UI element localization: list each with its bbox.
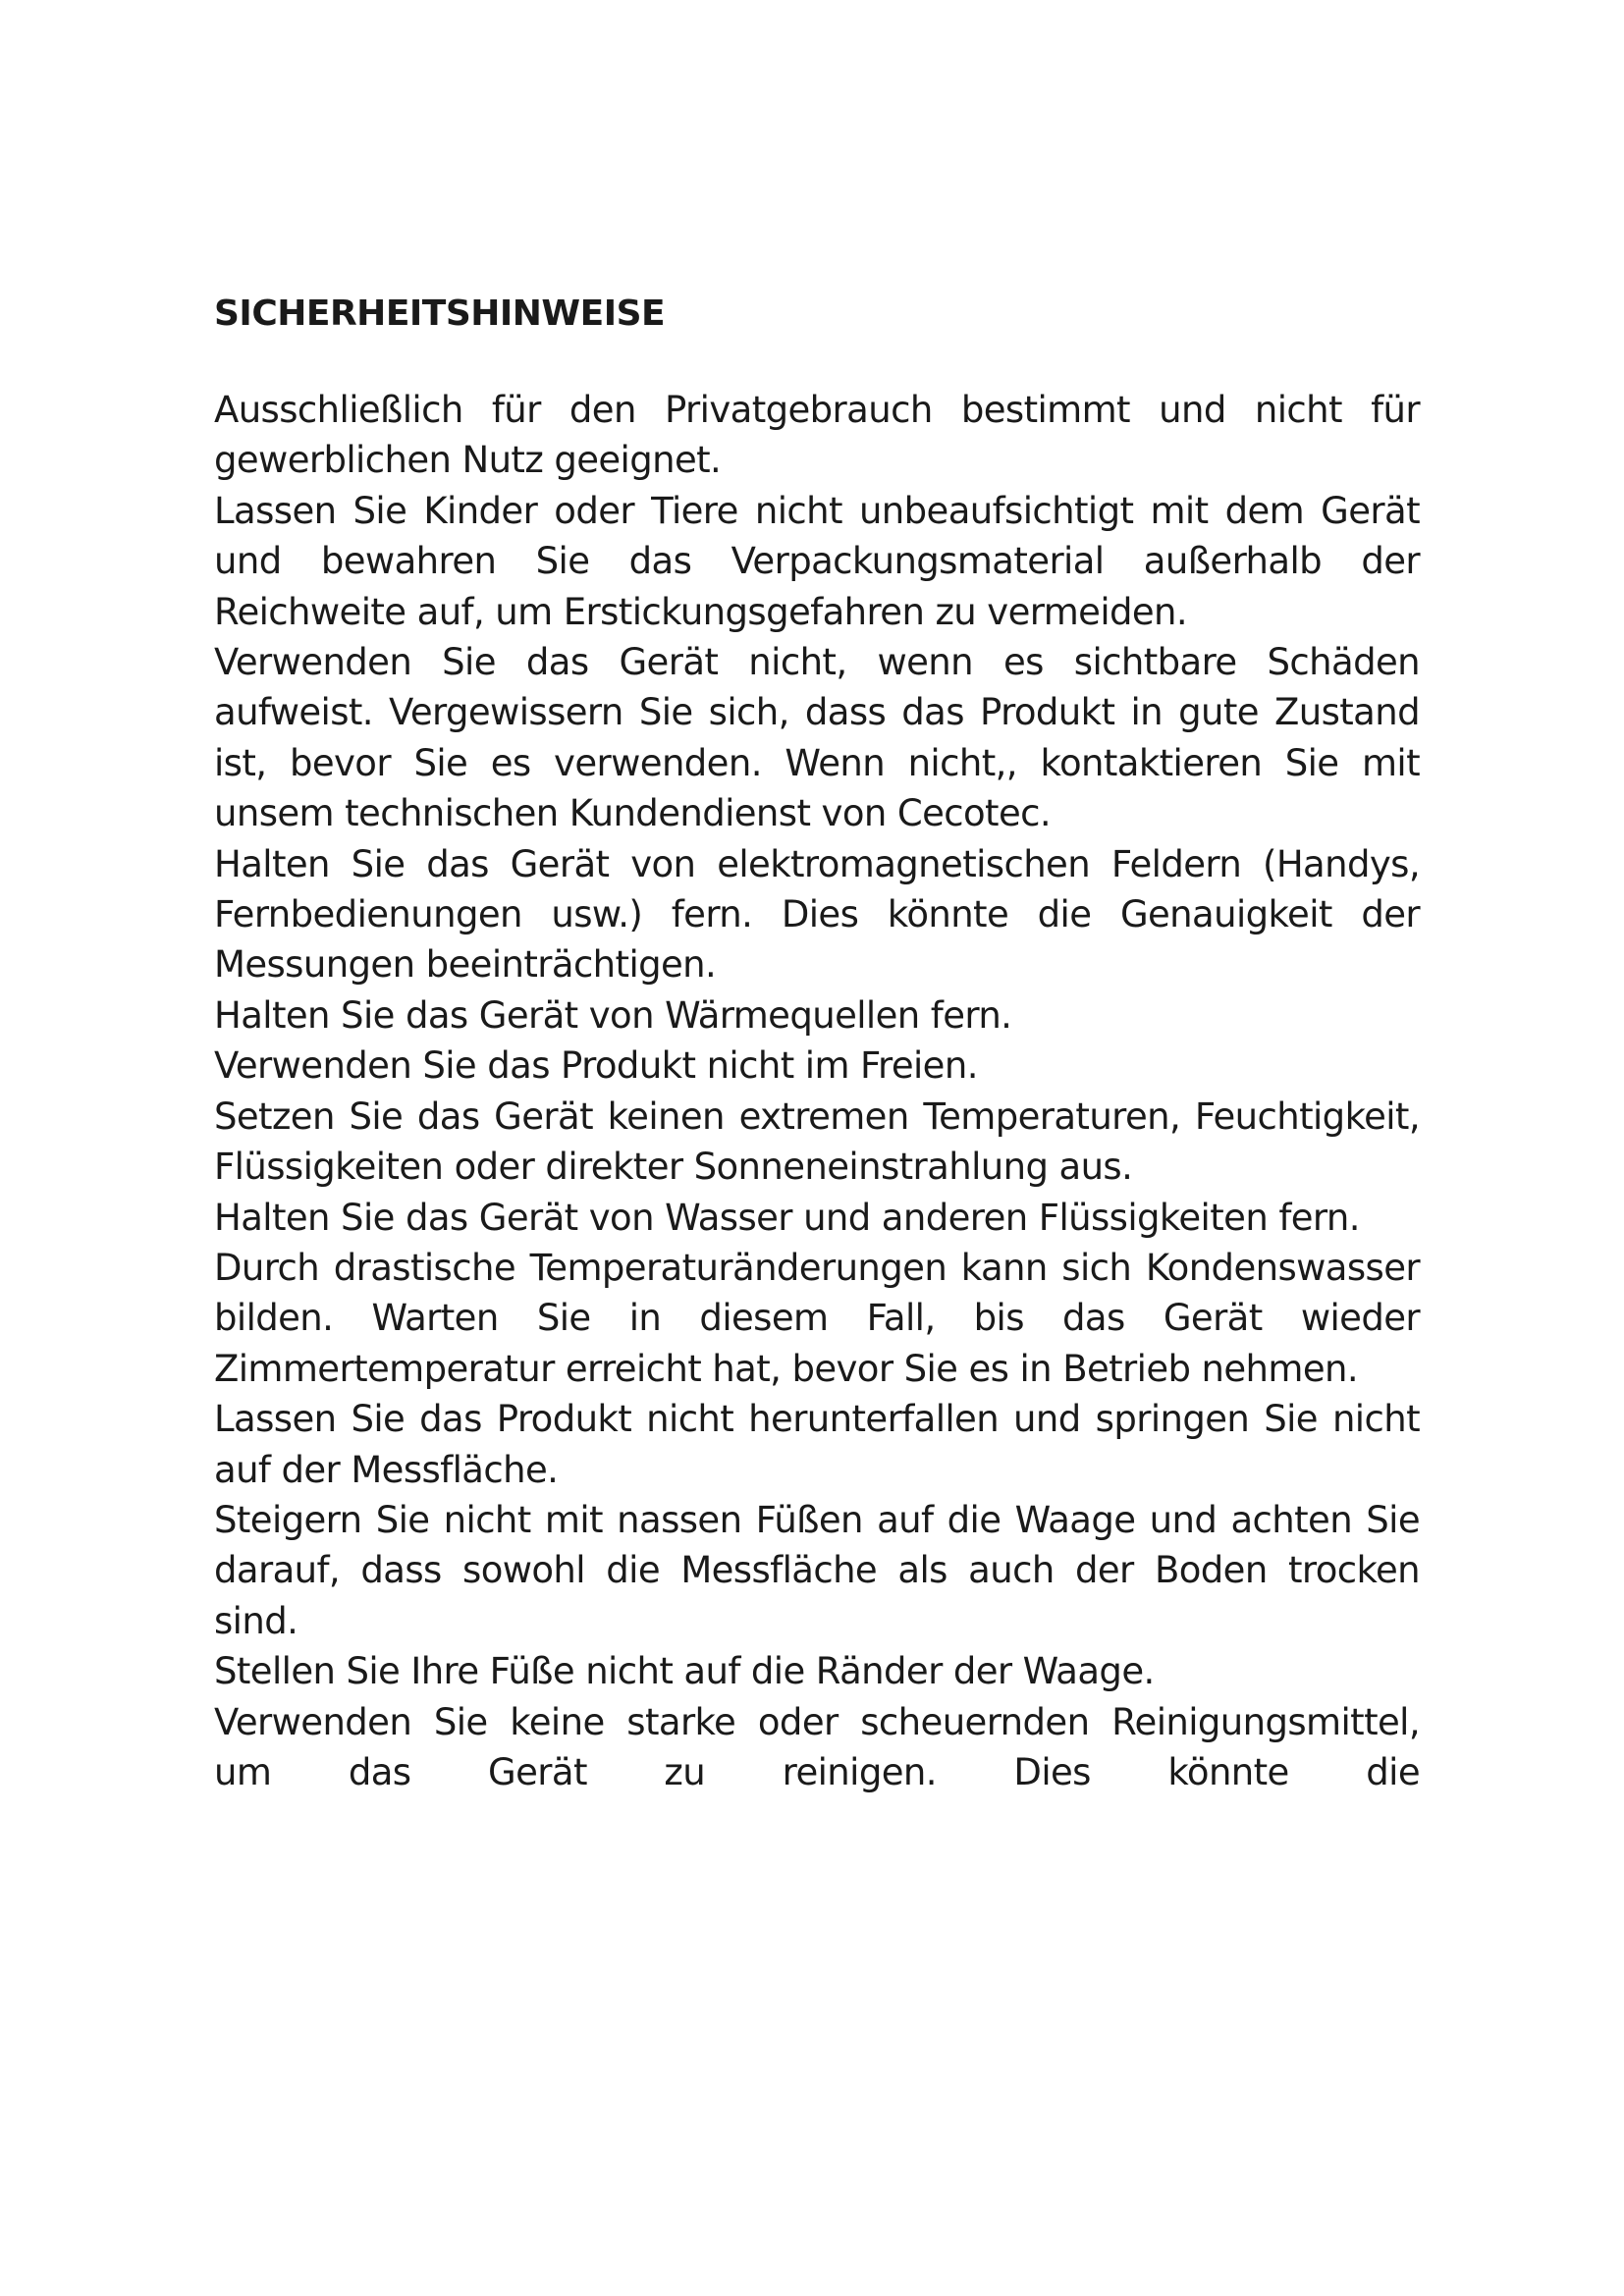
paragraph-electromagnetic-fields: Halten Sie das Gerät von elektromagnetischen Feldern (Handys, Fernbedienungen usw.) fern. Dies könnte die Genauigkeit der Messungen beeinträchtigen.	[214, 842, 1420, 987]
document-page	[214, 291, 1420, 1797]
paragraph-outdoor-use: Verwenden Sie das Produkt nicht im Freien.	[214, 1044, 978, 1088]
safety-instructions-body	[214, 385, 1420, 1797]
paragraph-visible-damage: Verwenden Sie das Gerät nicht, wenn es sichtbare Schäden aufweist. Vergewissern Sie sich, dass das Produkt in gute Zustand ist, bevor Sie es verwenden. Wenn nicht,, kontaktieren Sie mit unsem technischen Kundendienst von Cecotec.	[214, 641, 1420, 835]
paragraph-condensation: Durch drastische Temperaturänderungen kann sich Kondenswasser bilden. Warten Sie in diesem Fall, bis das Gerät wieder Zimmertemperatur erreicht hat, bevor Sie es in Betrieb nehmen.	[214, 1246, 1420, 1390]
paragraph-private-use: Ausschließlich für den Privatgebrauch bestimmt und nicht für gewerblichen Nutz geeignet.	[214, 389, 1420, 482]
paragraph-dropping-jumping: Lassen Sie das Produkt nicht herunterfallen und springen Sie nicht auf der Messfläche.	[214, 1398, 1420, 1491]
paragraph-wet-feet: Steigern Sie nicht mit nassen Füßen auf die Waage und achten Sie darauf, dass sowohl die Messfläche als auch der Boden trocken sind.	[214, 1498, 1420, 1642]
paragraph-heat-sources: Halten Sie das Gerät von Wärmequellen fern.	[214, 993, 1012, 1037]
paragraph-water-liquids: Halten Sie das Gerät von Wasser und anderen Flüssigkeiten fern.	[214, 1196, 1360, 1239]
paragraph-extreme-conditions: Setzen Sie das Gerät keinen extremen Temperaturen, Feuchtigkeit, Flüssigkeiten oder direkter Sonneneinstrahlung aus.	[214, 1095, 1420, 1189]
paragraph-children-packaging: Lassen Sie Kinder oder Tiere nicht unbeaufsichtigt mit dem Gerät und bewahren Sie das Verpackungsmaterial außerhalb der Reichweite auf, um Erstickungsgefahren zu vermeiden.	[214, 489, 1420, 633]
paragraph-edges: Stellen Sie Ihre Füße nicht auf die Ränder der Waage.	[214, 1650, 1155, 1693]
paragraph-cleaning-agents: Verwenden Sie keine starke oder scheuernden Reinigungsmittel, um das Gerät zu reinigen. Dies könnte die	[214, 1700, 1420, 1793]
section-heading: SICHERHEITSHINWEISE	[214, 294, 666, 334]
